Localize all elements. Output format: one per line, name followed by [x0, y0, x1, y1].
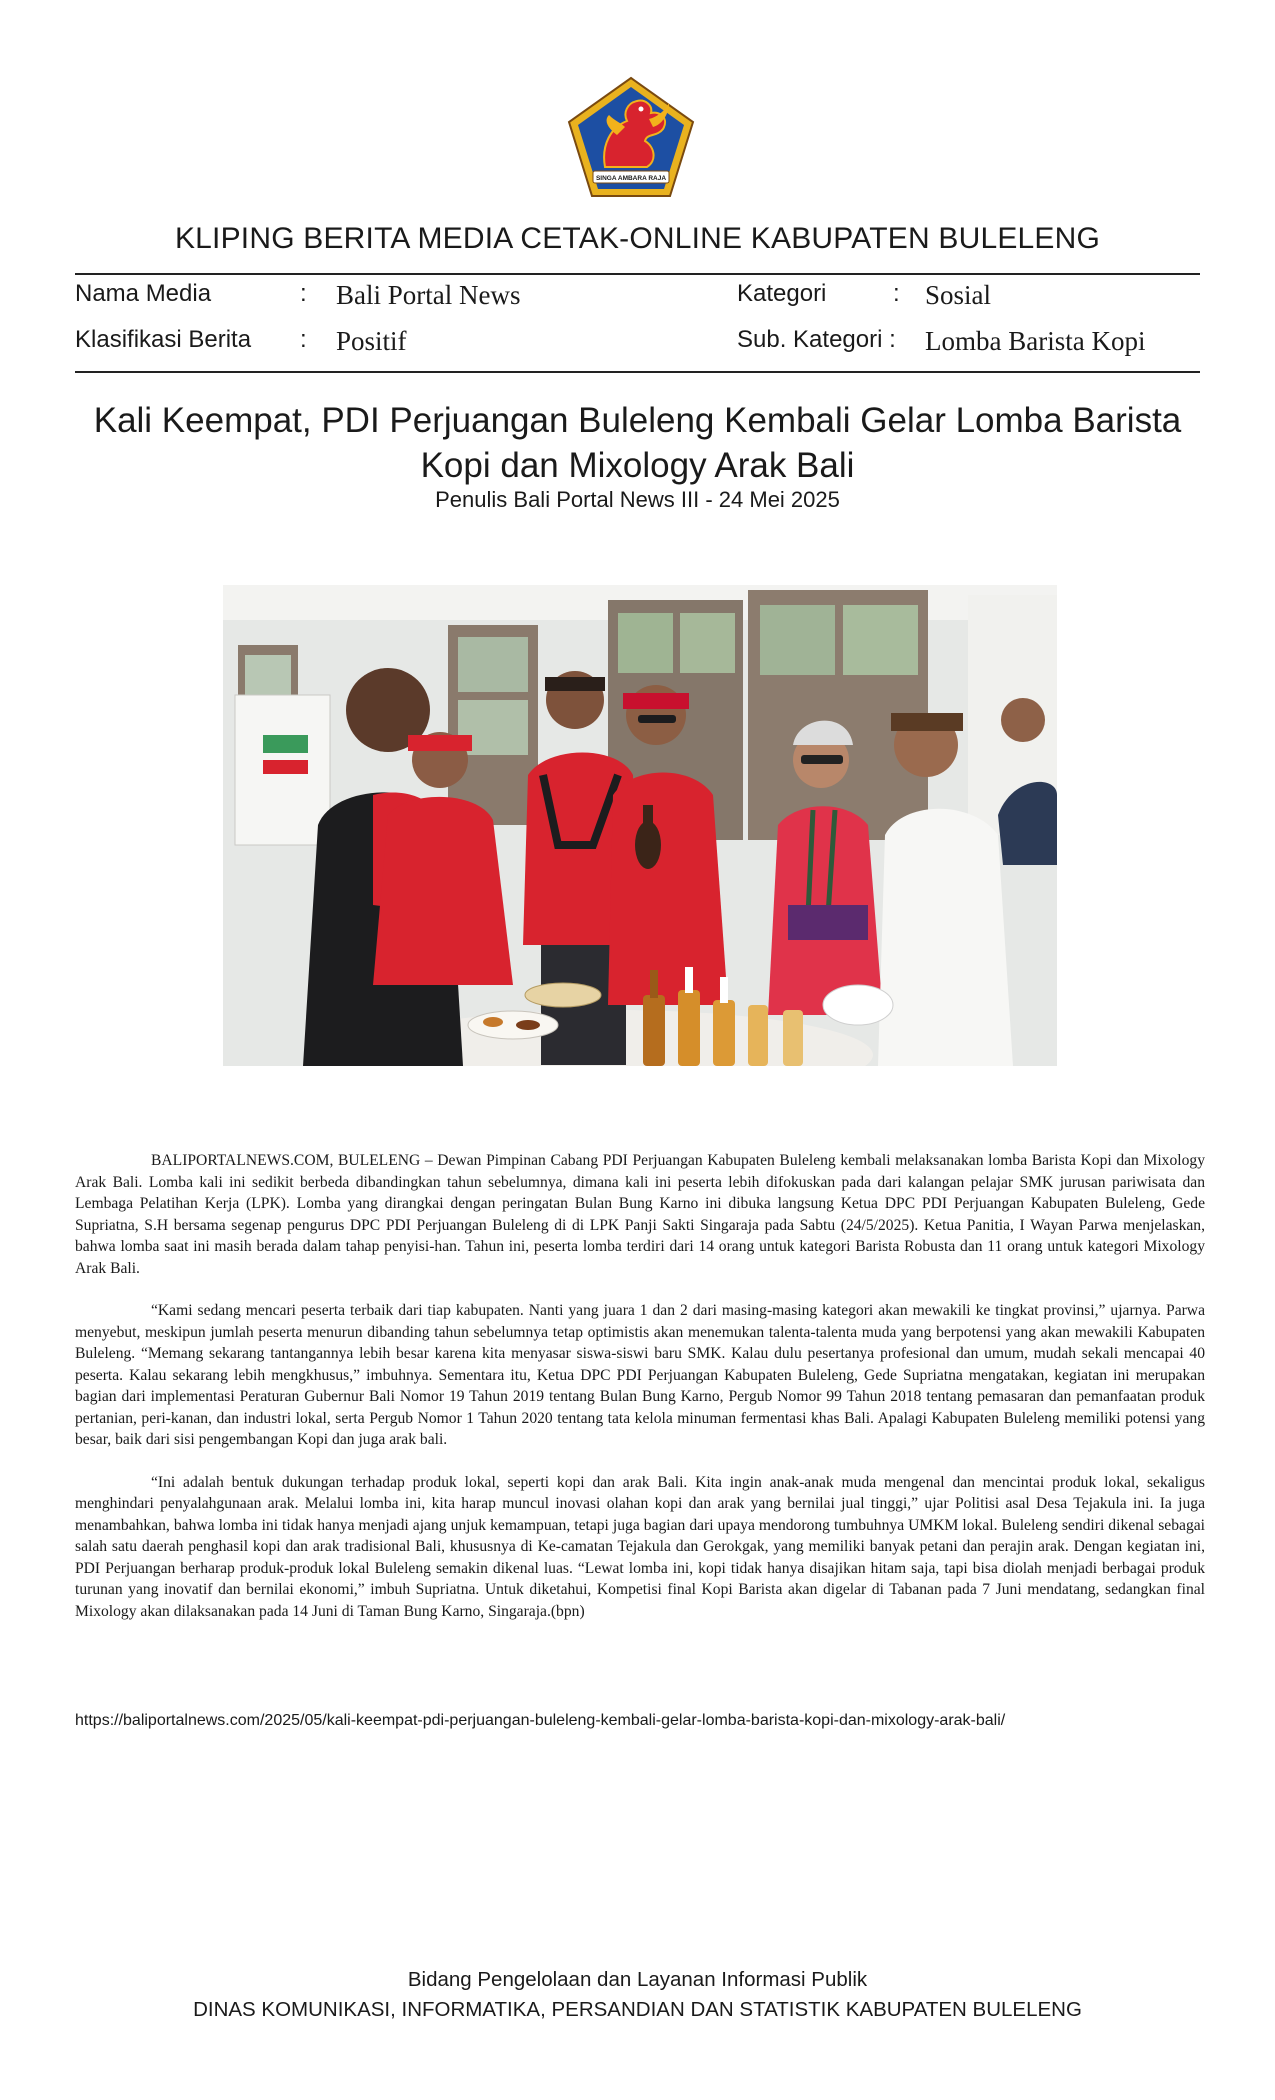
clipping-title: KLIPING BERITA MEDIA CETAK-ONLINE KABUPATEN BULELENG	[174, 222, 1101, 255]
category-label: Kategori	[737, 280, 827, 307]
footer-department: Bidang Pengelolaan dan Layanan Informasi Publik	[407, 1968, 868, 1991]
category-colon: :	[893, 280, 900, 307]
media-label: Nama Media	[75, 280, 212, 307]
subcategory-value: Lomba Barista Kopi	[925, 326, 1146, 356]
article-photo	[223, 585, 1057, 1066]
article-paragraph: “Kami sedang mencari peserta terbaik dari tiap kabupaten. Nanti yang juara 1 dan 2 dari masing-masing kategori akan mewakili ke tingkat provinsi,” ujarnya. Parwa menyebut, meskipun jumlah peserta menurun dibanding tahun sebelumnya tetap optimistis akan menemukan talenta-talenta muda yang berpotensi yang akan mewakili Kabupaten Buleleng. “Memang sekarang tantangannya lebih besar karena kita menyasar siswa-siswi baru SMK. Kalau dulu pesertanya profesional dan umum, mudah sekali mencapai 40 peserta. Kalau sekarang lebih mengkhusus,” imbuhnya. Sementara itu, Ketua DPC PDI Perjuangan Kabupaten Buleleng, Gede Supriatna mengatakan, kegiatan ini merupakan bagian dari implementasi Peraturan Gubernur Bali Nomor 19 Tahun 2019 tentang Bulan Bung Karno, Pergub Nomor 99 Tahun 2018 tentang pemasaran dan pemanfaatan produk pertanian, peri-kanan, dan industri lokal, serta Pergub Nomor 1 Tahun 2020 tentang tata kelola minuman fermentasi khas Bali. Apalagi Kabupaten Buleleng memiliki potensi yang besar, baik dari sisi pengembangan Kopi dan juga arak bali.	[75, 1302, 1205, 1448]
logo-motto: SINGA AMBARA RAJA	[595, 175, 667, 182]
headline-line-1: Kali Keempat, PDI Perjuangan Buleleng Kembali Gelar Lomba Barista	[93, 401, 1182, 440]
article-headline	[80, 398, 1195, 488]
footer-agency: DINAS KOMUNIKASI, INFORMATIKA, PERSANDIAN DAN STATISTIK KABUPATEN BULELENG	[193, 1998, 1082, 2021]
article-paragraph: BALIPORTALNEWS.COM, BULELENG – Dewan Pimpinan Cabang PDI Perjuangan Kabupaten Buleleng kembali melaksanakan lomba Barista Kopi dan Mixology Arak Bali. Lomba kali ini sedikit berbeda dibandingkan tahun sebelumnya, dimana kali ini peserta lebih difokuskan pada dari kalangan pelajar SMK jurusan pariwisata dan Lembaga Pelatihan Kerja (LPK). Lomba yang dirangkai dengan peringatan Bulan Bung Karno ini dibuka langsung Ketua DPC PDI Perjuangan Kabupaten Buleleng, Gede Supriatna, S.H bersama segenap pengurus DPC PDI Perjuangan Buleleng di di LPK Panji Sakti Singaraja pada Sabtu (24/5/2025). Ketua Panitia, I Wayan Parwa menjelaskan, bahwa lomba saat ini masih berada dalam tahap penyisi-han. Tahun ini, peserta lomba terdiri dari 14 orang untuk kategori Barista Robusta dan 11 orang untuk kategori Mixology Arak Bali.	[75, 1152, 1205, 1277]
article-byline: Penulis Bali Portal News III - 24 Mei 2025	[435, 487, 840, 512]
top-divider	[75, 273, 1200, 275]
source-link[interactable]: https://baliportalnews.com/2025/05/kali-keempat-pdi-perjuangan-buleleng-kembali-gelar-lomba-barista-kopi-dan-mixology-arak-bali/	[75, 1712, 1006, 1729]
media-value: Bali Portal News	[336, 280, 521, 310]
classification-colon: :	[300, 326, 307, 353]
article-body	[75, 1150, 1205, 1643]
buleleng-regency-logo	[565, 75, 697, 199]
media-colon: :	[300, 280, 307, 307]
headline-line-2: Kopi dan Mixology Arak Bali	[420, 446, 855, 485]
article-paragraph: “Ini adalah bentuk dukungan terhadap produk lokal, seperti kopi dan arak Bali. Kita ingin anak-anak muda mengenal dan mencintai produk lokal, sekaligus menghindari penyalahgunaan arak. Melalui lomba ini, kita harap muncul inovasi olahan kopi dan arak yang bernilai jual tinggi,” ujar Politisi asal Desa Tejakula ini. Ia juga menambahkan, bahwa lomba ini tidak hanya menjadi ajang unjuk kemampuan, tetapi juga bagian dari upaya mendorong tumbuhnya UMKM lokal. Buleleng sendiri dikenal sebagai salah satu daerah penghasil kopi dan arak tradisional Bali, khususnya di Ke-camatan Tejakula dan Gerokgak, yang memiliki banyak petani dan perajin arak. Dengan kegiatan ini, PDI Perjuangan berharap produk-produk lokal Buleleng semakin dikenal luas. “Lewat lomba ini, kopi tidak hanya disajikan hitam saja, tapi bisa diolah menjadi berbagai produk turunan yang inovatif dan bernilai ekonomi,” imbuh Supriatna. Untuk diketahui, Kompetisi final Kopi Barista akan digelar di Tabanan pada 7 Juni mendatang, sedangkan final Mixology akan dilaksanakan pada 14 Juni di Taman Bung Karno, Singaraja.(bpn)	[75, 1473, 1205, 1620]
bottom-divider	[75, 371, 1200, 373]
subcategory-label: Sub. Kategori :	[737, 326, 896, 353]
classification-label: Klasifikasi Berita	[75, 326, 252, 353]
classification-value: Positif	[336, 326, 407, 356]
category-value: Sosial	[925, 280, 992, 310]
